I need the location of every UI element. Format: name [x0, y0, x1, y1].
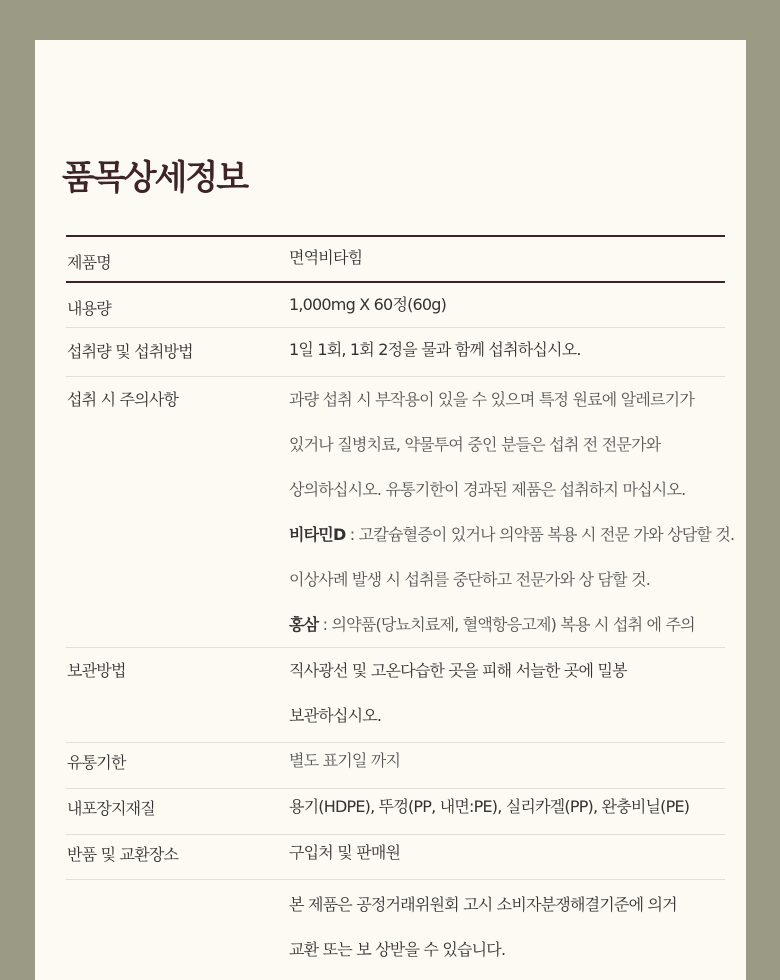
- row-value-text: 1일 1회, 1회 2정을 물과 함께 섭취하십시오.: [289, 340, 581, 359]
- compensation-line: 교환 또는 보 상받을 수 있습니다.: [289, 940, 506, 959]
- row-value-text: 1,000mg X 60정(60g): [289, 295, 447, 314]
- vitamin-d-label: 비타민D: [289, 525, 346, 544]
- row-value: [289, 283, 725, 327]
- table-row-product-name: [66, 237, 725, 283]
- table-row-dosage: [66, 328, 725, 377]
- table-row-precautions: [66, 377, 735, 648]
- row-value: [289, 377, 734, 647]
- table-row-return-place: [66, 835, 725, 880]
- storage-line: 보관하십시오.: [289, 706, 382, 725]
- row-value: [289, 789, 725, 834]
- compensation-line: 본 제품은 공정거래위원회 고시 소비자분쟁해결기준에 의거: [289, 895, 677, 914]
- row-label: 섭취량 및 섭취방법: [67, 342, 193, 361]
- precaution-line: 상의하십시오. 유통기한이 경과된 제품은 섭취하지 마십시오.: [289, 480, 686, 499]
- row-label: [66, 880, 289, 980]
- product-info-table: [66, 235, 735, 980]
- row-value-text: 면역비타힘: [289, 248, 363, 267]
- vitamin-d-note: [289, 512, 734, 557]
- table-row-expiry: [66, 743, 725, 789]
- row-value: [289, 648, 725, 742]
- precaution-line: 이상사례 발생 시 섭취를 중단하고 전문가와 상 담할 것.: [289, 570, 651, 589]
- row-value-text: 별도 표기일 까지: [289, 751, 401, 770]
- precaution-line: 있거나 질병치료, 약물투여 중인 분들은 섭취 전 전문가와: [289, 435, 661, 454]
- vitamin-d-text: : 고칼슘혈증이 있거나 의약품 복용 시 전문 가와 상담할 것.: [345, 525, 735, 544]
- row-value-text: 구입처 및 판매원: [289, 843, 401, 862]
- table-row-compensation: [66, 880, 725, 980]
- row-label: 반품 및 교환장소: [67, 845, 179, 864]
- red-ginseng-label: 홍삼: [289, 615, 319, 634]
- row-value: [289, 880, 725, 980]
- storage-line: 직사광선 및 고온다습한 곳을 피해 서늘한 곳에 밀봉: [289, 661, 627, 680]
- red-ginseng-text: : 의약품(당뇨치료제, 혈액항응고제) 복용 시 섭취 에 주의: [318, 615, 695, 634]
- precaution-line: 과량 섭취 시 부작용이 있을 수 있으며 특정 원료에 알레르기가: [289, 390, 694, 409]
- row-value: [289, 328, 725, 376]
- row-label: 내포장지재질: [67, 799, 155, 818]
- row-value: [289, 237, 725, 281]
- row-label: 섭취 시 주의사항: [67, 390, 179, 409]
- table-row-packaging: [66, 789, 725, 835]
- red-ginseng-note: [289, 602, 734, 647]
- row-value: [289, 835, 725, 879]
- row-label: 내용량: [67, 299, 111, 318]
- row-label: 보관방법: [67, 661, 126, 680]
- table-row-storage: [66, 648, 725, 743]
- page-title: 품목상세정보: [62, 158, 248, 198]
- table-row-volume: [66, 283, 725, 328]
- product-info-card: [35, 40, 746, 980]
- row-value: [289, 743, 725, 788]
- row-value-text: 용기(HDPE), 뚜껑(PP, 내면:PE), 실리카겔(PP), 완충비닐(PE): [289, 797, 690, 816]
- row-label: 유통기한: [67, 753, 126, 772]
- row-label: 제품명: [67, 253, 111, 272]
